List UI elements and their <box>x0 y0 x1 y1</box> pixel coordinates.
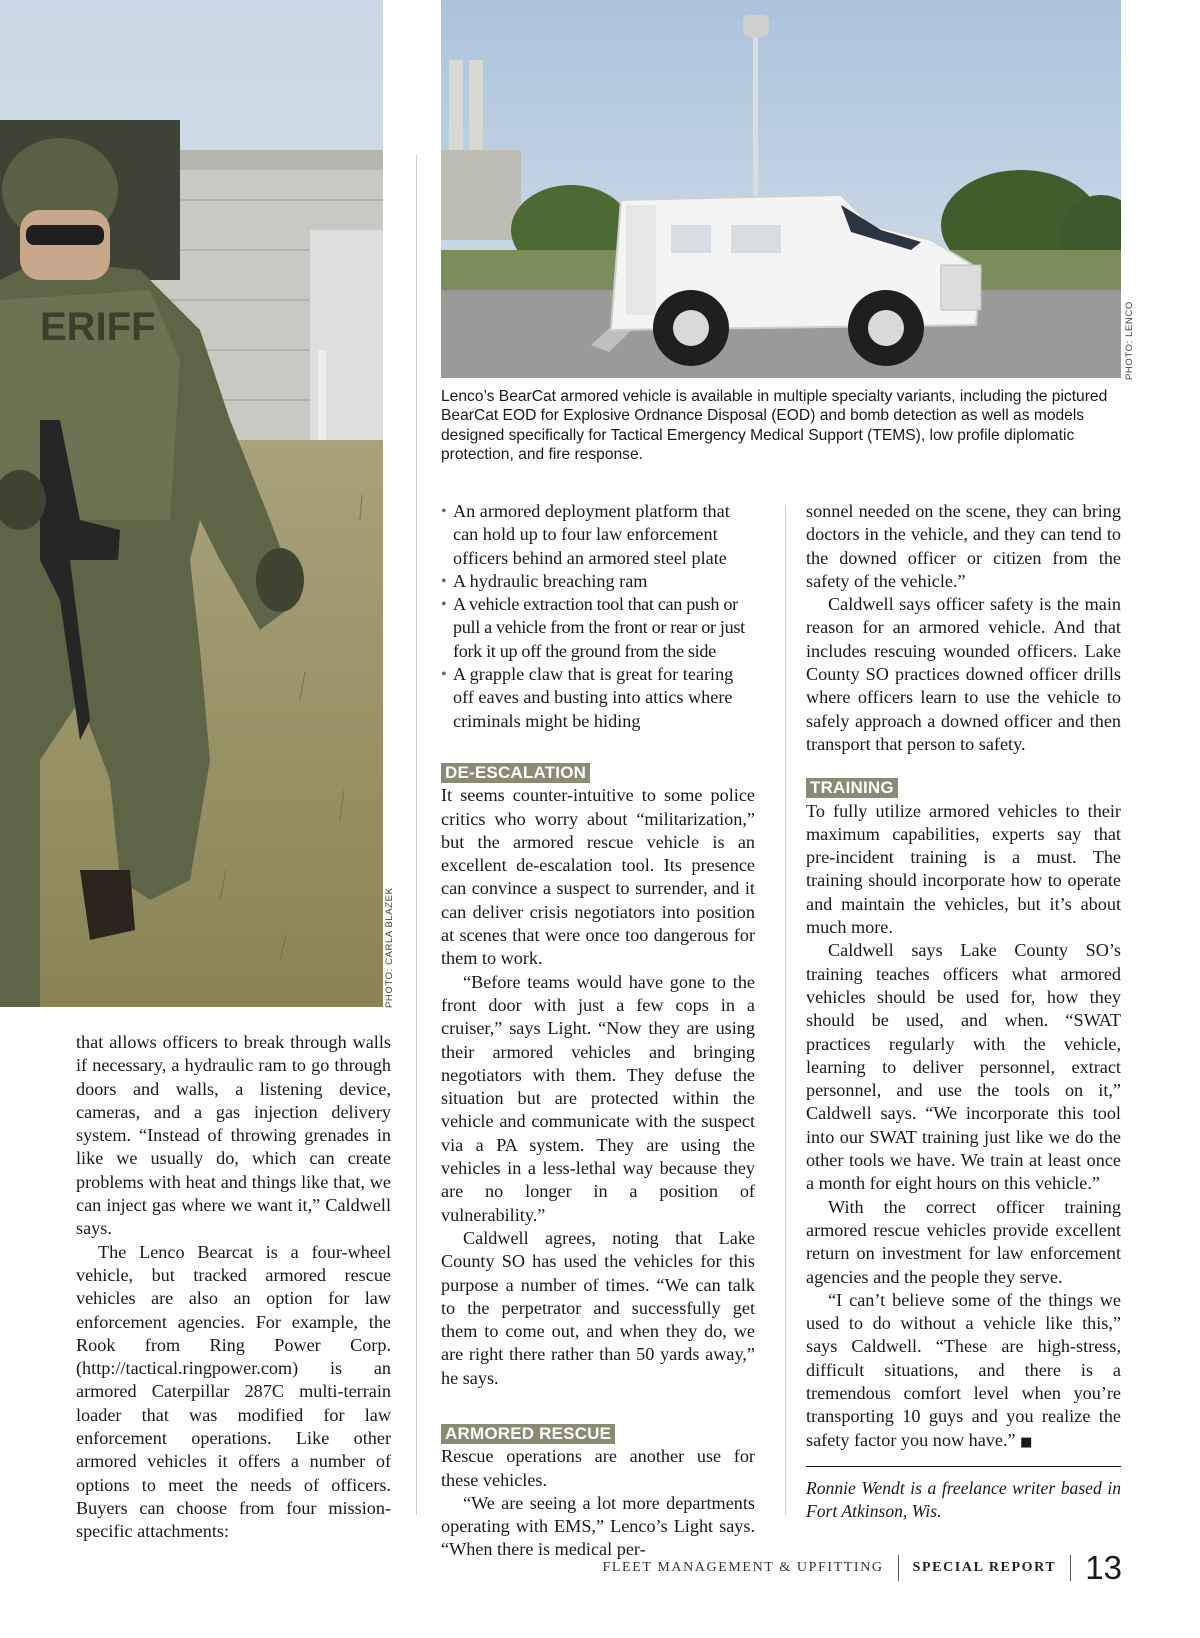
column-divider <box>416 155 417 1515</box>
vehicle-photo-illustration <box>441 0 1121 378</box>
closing-quote-text: “I can’t believe some of the things we used to do without a vehicle like this,” says Caldwell. “These are high-stress, difficult situations, and there is a tremendous comfort level when you’re transporting 10 guys and you realize the safety factor you now have.” <box>806 1289 1121 1450</box>
paragraph: Caldwell agrees, noting that Lake County SO has used the vehicles for this purpose a number of times. “We can talk to the perpetrator and successfully get them to come out, and when they do, we are right there rather than 50 yards away,” he says. <box>441 1227 755 1388</box>
section-heading-training: TRAINING <box>806 778 898 798</box>
article-column-middle <box>441 500 755 1562</box>
list-item: • A grapple claw that is great for tearing off eaves and busting into attics where criminals might be hiding <box>441 663 755 733</box>
article-column-right <box>806 500 1121 1523</box>
paragraph: It seems counter-intuitive to some police critics who worry about “militarization,” but the armored rescue vehicle is an excellent de-escalation tool. Its presence can convince a suspect to surrender, and it can deliver crisis negotiators into position at scenes that were once too dangerous for them to work. <box>441 785 755 969</box>
officer-photo-illustration <box>0 0 383 1007</box>
list-item: • A vehicle extraction tool that can push or pull a vehicle from the front or rear or just fork it up off the ground from the side <box>441 593 755 663</box>
footer-divider <box>898 1555 899 1581</box>
attachment-list <box>441 500 755 733</box>
article-column-left <box>76 1031 391 1544</box>
paragraph: “Before teams would have gone to the front door with just a few cops in a cruiser,” says Light. “Now they are using their armored vehicles and bringing negotiators with them. They defuse the situation but are protected within the vehicle and communicate with the suspect via a PA system. They are using the vehicles in a less-lethal way because they are no longer in a position of vulnerability.” <box>441 971 755 1225</box>
vehicle-photo <box>441 0 1121 378</box>
author-bio: Ronnie Wendt is a freelance writer based in Fort Atkinson, Wis. <box>806 1477 1121 1522</box>
paragraph <box>806 1289 1121 1454</box>
paragraph: sonnel needed on the scene, they can bring doctors in the vehicle, and they can tend to the downed officer or citizen from the safety of the vehicle.” <box>806 501 1121 591</box>
vehicle-photo-credit: PHOTO: LENCO <box>1124 301 1135 380</box>
page-number: 13 <box>1085 1549 1122 1586</box>
sheriff-patch-text: ERIFF <box>40 305 156 349</box>
paragraph: Caldwell says Lake County SO’s training teaches officers what armored vehicles should be used for, how they should be used, and when. “SWAT practices regularly with the vehicle, learning to deliver personnel, extract personnel, and use the tools on it,” Caldwell says. “We incorporate this tool into our SWAT training just like we do the other tools we have. We train at least once a month for eight hours on this vehicle.” <box>806 940 1121 1194</box>
column-divider <box>785 505 786 1515</box>
officer-photo <box>0 0 383 1007</box>
paragraph: “We are seeing a lot more departments operating with EMS,” Lenco’s Light says. “When there is medical per- <box>441 1492 755 1560</box>
paragraph: that allows officers to break through walls if necessary, a hydraulic ram to go through doors and walls, a listening device, cameras, and a gas injection delivery system. “Instead of throwing grenades in like we usually do, which can create problems with heat and things like that, we can inject gas where we want it,” Caldwell says. <box>76 1032 391 1239</box>
section-name: SPECIAL REPORT <box>912 1560 1057 1575</box>
vehicle-photo-caption: Lenco’s BearCat armored vehicle is available in multiple specialty variants, including the pictured BearCat EOD for Explosive Ordnance Disposal (EOD) and bomb detection as well as models designed specifically for Tactical Emergency Medical Support (TEMS), low profile diplomatic protection, and fire response. <box>441 388 1108 464</box>
section-heading-armored-rescue: ARMORED RESCUE <box>441 1424 615 1444</box>
list-item: • An armored deployment platform that can hold up to four law enforcement officers behind an armored steel plate <box>441 500 755 570</box>
paragraph: With the correct officer training armored rescue vehicles provide excellent return on investment for law enforcement agencies and the people they serve. <box>806 1196 1121 1287</box>
officer-photo-credit: PHOTO: CARLA BLAZEK <box>384 887 395 1008</box>
footer-divider <box>1070 1555 1071 1581</box>
publication-name: FLEET MANAGEMENT & UPFITTING <box>602 1560 884 1575</box>
bio-divider <box>806 1466 1121 1467</box>
list-item: • A hydraulic breaching ram <box>441 570 755 593</box>
paragraph: Caldwell says officer safety is the main reason for an armored vehicle. And that includes rescuing wounded officers. Lake County SO practices downed officer drills where officers learn to use the vehicle to safely approach a downed officer and then transport that person to safety. <box>806 594 1121 754</box>
end-mark-icon: ■ <box>1020 1434 1033 1450</box>
paragraph: The Lenco Bearcat is a four-wheel vehicle, but tracked armored rescue vehicles are also an option for law enforcement agencies. For example, the Rook from Ring Power Corp. (http://tactical.ringpower.com) is an armored Caterpillar 287C multi-terrain loader that was modified for law enforcement operations. Like other armored vehicles it offers a number of options to meet the needs of officers. Buyers can choose from four mission-specific attachments: <box>76 1241 391 1542</box>
section-heading-de-escalation: DE-ESCALATION <box>441 763 590 783</box>
page-footer <box>603 1550 1123 1586</box>
paragraph: To fully utilize armored vehicles to their maximum capabilities, experts say that pre-incident training is a must. The training should incorporate how to operate and maintain the vehicles, but it’s about much more. <box>806 800 1121 938</box>
paragraph: Rescue operations are another use for these vehicles. <box>441 1446 755 1490</box>
